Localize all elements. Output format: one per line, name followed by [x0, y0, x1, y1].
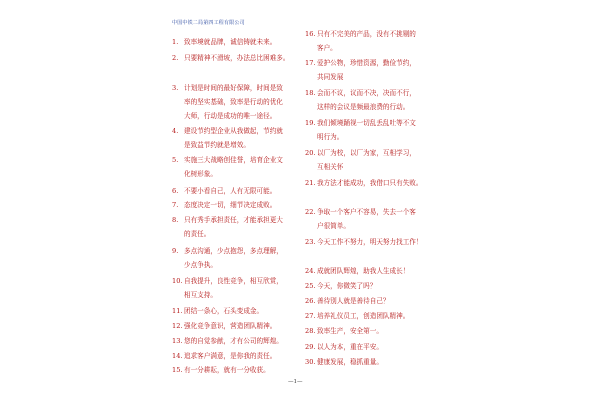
list-item-continuation: 率的坚实基础，致率是行动的优化	[184, 98, 283, 106]
list-item-continuation: 互相关怀	[317, 163, 344, 171]
list-item-continuation: 的责任。	[184, 230, 211, 238]
list-item: 2. 只要精神不滑坡，办法总比困难多。	[172, 54, 290, 62]
list-item: 23. 今天工作不努力，明天努力找工作！	[305, 238, 423, 246]
list-item-continuation: 明行为。	[317, 133, 344, 141]
company-header: 中国中铁二局第四工程有限公司	[172, 20, 245, 26]
list-item: 10. 自我提升，良性竞争，相互欣赏，	[172, 277, 283, 285]
page-number: —1—	[288, 379, 303, 385]
list-item: 1. 致率境就品牌，诚信铸就未来。	[172, 38, 277, 46]
list-item-continuation: 共同发展	[317, 73, 344, 81]
list-item-continuation: 客户。	[317, 44, 337, 52]
list-item-continuation: 户很简单。	[317, 222, 350, 230]
list-item: 20. 以厂为校，以厂为家，互相学习，	[305, 149, 416, 157]
list-item: 30. 健康发展，稳抓重量。	[305, 358, 383, 366]
list-item-continuation: 大师，行动是成功的唯一途径。	[184, 112, 277, 120]
list-item: 3. 计划是时间的最好保障，时间是致	[172, 84, 283, 92]
list-item: 9. 多点沟通，少点抱怨，多点理解，	[172, 247, 283, 255]
list-item: 29. 以人为本，重在平安。	[305, 343, 383, 351]
list-item: 28. 致率生产，安全第一。	[305, 327, 383, 335]
list-item: 13. 您的自觉参献，才有公司的辉煌。	[172, 337, 283, 345]
list-item: 5. 实施三大战略创佳誉，培育企业文	[172, 156, 283, 164]
list-item: 14. 追求客户满意，是你我的责任。	[172, 352, 277, 360]
list-item: 25. 今天，你微笑了吗？	[305, 282, 377, 290]
list-item: 15. 有一分耕耘，就有一分收获。	[172, 366, 270, 374]
list-item: 17. 爱护公物，珍惜资源，勤俭节约，	[305, 59, 416, 67]
list-item-continuation: 化树形象。	[184, 170, 217, 178]
list-item: 8. 只有秀手承担责任，才能承担更大	[172, 216, 283, 224]
list-item-continuation: 这样的会议是频最浪费的行动。	[317, 103, 410, 111]
list-item: 7. 态度决定一切，细节决定成败。	[172, 201, 277, 209]
list-item: 21. 我方法才能成功，我借口只有失败。	[305, 179, 423, 187]
list-item: 18. 会而不议，议而不决，决而不行，	[305, 89, 416, 97]
list-item: 11. 团结一条心，石头变成金。	[172, 307, 264, 315]
list-item: 19. 我们倾境踊视一切乱丢乱吐等不文	[305, 119, 416, 127]
list-item: 27. 培养礼仪员工，创造团队精神。	[305, 312, 410, 320]
list-item: 24. 成就团队辉煌，助我人生成长！	[305, 267, 410, 275]
list-item-continuation: 是致益节约就是增效。	[184, 141, 250, 149]
list-item: 4. 建设节约型企业从我做起，节约就	[172, 127, 283, 135]
list-item: 26. 善待别人就是善待自己？	[305, 297, 390, 305]
list-item: 12. 强化竞争意识，营造团队精神。	[172, 322, 277, 330]
list-item-continuation: 相互支持。	[184, 291, 217, 299]
list-item: 16. 只有不完美的产品，没有不挑剔的	[305, 30, 416, 38]
list-item: 22. 争取一个客户不容易，失去一个客	[305, 208, 416, 216]
list-item-continuation: 少点争执。	[184, 261, 217, 269]
list-item: 6. 不要小看自己，人有无限可能。	[172, 187, 277, 195]
